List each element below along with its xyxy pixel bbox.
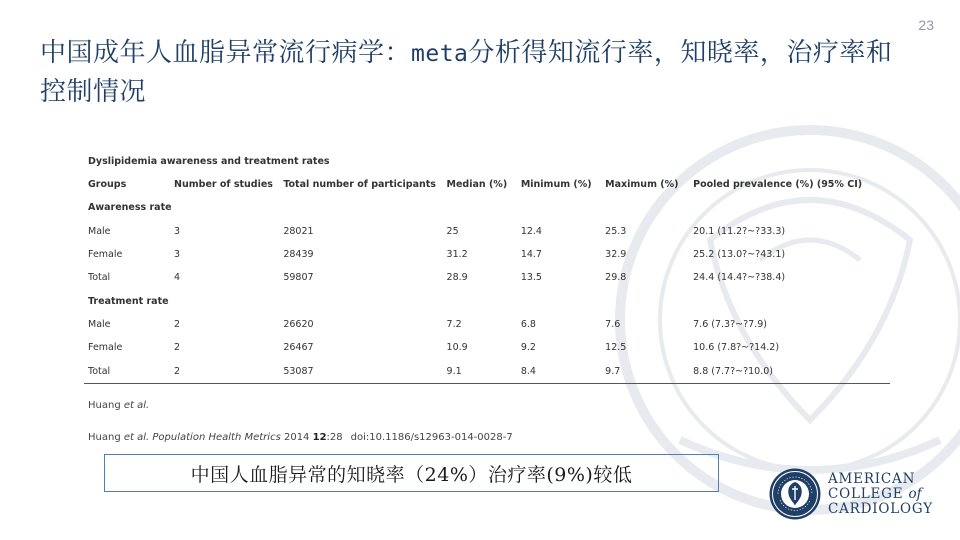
table-cell: 12.4 — [520, 225, 542, 237]
table-cell: 31.2 — [446, 249, 468, 261]
page-number: 23 — [918, 17, 934, 33]
table-row — [84, 313, 890, 336]
table-cell: 8.4 — [517, 359, 601, 383]
table-cell: 29.8 — [605, 272, 627, 284]
table-cell: 2 — [174, 342, 181, 354]
table-cell: 24.4 (14.4?~?38.4) — [693, 272, 786, 284]
table-row — [84, 220, 890, 243]
table-caption: Dyslipidemia awareness and treatment rates — [88, 156, 330, 167]
table-cell: 14.7 — [520, 249, 542, 261]
table-row — [84, 243, 890, 266]
header-pooled-prevalence: Pooled prevalence (%) (95% CI) — [693, 179, 863, 191]
section-row-awareness — [84, 196, 890, 219]
table-cell: 9.1 — [443, 359, 517, 383]
table-cell: 25 — [446, 225, 459, 237]
header-median: Median (%) — [446, 179, 508, 191]
source-citation — [88, 432, 513, 443]
source-author: Huang — [88, 400, 121, 411]
citation-pages: :28 — [326, 432, 343, 443]
table-cell: 8.8 (7.7?~?10.0) — [689, 359, 890, 383]
table-cell: 3 — [174, 225, 181, 237]
table-cell: 12.5 — [605, 342, 627, 354]
citation-year: 2014 — [283, 432, 310, 443]
header-number-of-studies: Number of studies — [174, 179, 273, 191]
table-cell: 6.8 — [520, 318, 536, 330]
table-row — [84, 359, 890, 383]
table-cell: Female — [88, 342, 123, 354]
title-part-2: 分析得知流行率，知晓率，治疗率和控制情况 — [40, 38, 893, 107]
acc-wordmark — [828, 472, 933, 517]
citation-volume: 12 — [312, 432, 327, 443]
table-cell: Male — [88, 318, 111, 330]
source-et-al: et al. — [123, 400, 150, 411]
citation-et-al: et al. — [123, 432, 150, 443]
summary-callout-box: 中国人血脂异常的知晓率（24%）治疗率(9%)较低 — [104, 454, 719, 492]
table-cell: 7.6 — [605, 318, 621, 330]
section-label: Treatment rate — [88, 295, 169, 307]
awareness-treatment-table — [84, 173, 890, 384]
table-row — [84, 266, 890, 289]
table-cell: 10.9 — [446, 342, 468, 354]
table-cell: 7.2 — [446, 318, 462, 330]
source-short — [88, 400, 149, 411]
table-row — [84, 336, 890, 359]
acc-wordmark-of: of — [908, 486, 922, 502]
table-cell: 2 — [174, 318, 181, 330]
table-cell: 25.2 (13.0?~?43.1) — [693, 249, 786, 261]
table-cell: 10.6 (7.8?~?14.2) — [693, 342, 780, 354]
table-cell: 4 — [174, 272, 181, 284]
table-cell: 26467 — [283, 342, 314, 354]
acc-wordmark-college: COLLEGE — [828, 486, 904, 502]
citation-doi: doi:10.1186/s12963-014-0028-7 — [350, 432, 513, 443]
table-cell: 13.5 — [520, 272, 542, 284]
section-label: Awareness rate — [88, 202, 172, 214]
header-groups: Groups — [88, 179, 127, 191]
citation-journal: Population Health Metrics — [152, 432, 281, 443]
acc-wordmark-line-3: CARDIOLOGY — [828, 501, 933, 517]
table-cell: 2 — [170, 359, 279, 383]
title-latin-word: meta — [411, 41, 469, 67]
table-cell: Male — [88, 225, 111, 237]
table-cell: 3 — [174, 249, 181, 261]
citation-author: Huang — [88, 432, 121, 443]
table-cell: 9.2 — [520, 342, 536, 354]
table-cell: 28.9 — [446, 272, 468, 284]
table-cell: 53087 — [279, 359, 442, 383]
table-cell: Female — [88, 249, 123, 261]
acc-seal-logo — [768, 467, 822, 521]
slide-title — [40, 34, 910, 111]
section-row-treatment — [84, 289, 890, 312]
table-cell: 7.6 (7.3?~?7.9) — [693, 318, 767, 330]
table-cell: Total — [84, 359, 170, 383]
header-maximum: Maximum (%) — [605, 179, 679, 191]
table-cell: 32.9 — [605, 249, 627, 261]
title-part-1: 中国成年人血脂异常流行病学： — [40, 38, 412, 68]
table-cell: 59807 — [283, 272, 314, 284]
acc-wordmark-line-2 — [828, 487, 933, 502]
table-cell: 28439 — [283, 249, 314, 261]
header-minimum: Minimum (%) — [520, 179, 592, 191]
header-total-participants: Total number of participants — [283, 179, 436, 191]
table-cell: 25.3 — [605, 225, 627, 237]
table-cell: 20.1 (11.2?~?33.3) — [693, 225, 786, 237]
table-header-row — [84, 173, 890, 196]
acc-wordmark-line-1: AMERICAN — [828, 471, 916, 487]
table-cell: 9.7 — [601, 359, 689, 383]
table-cell: 26620 — [283, 318, 314, 330]
table-cell: Total — [88, 272, 111, 284]
table-cell: 28021 — [283, 225, 314, 237]
